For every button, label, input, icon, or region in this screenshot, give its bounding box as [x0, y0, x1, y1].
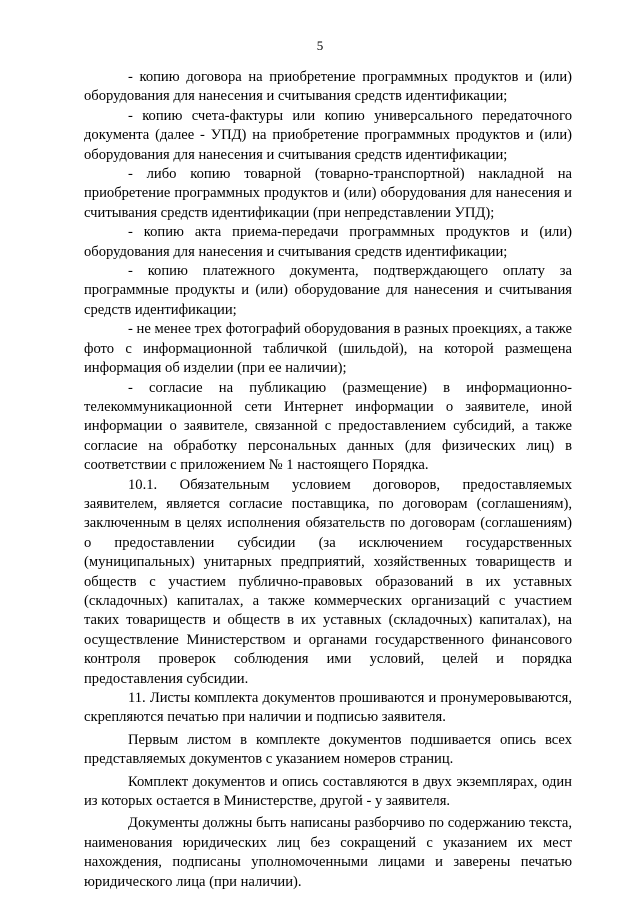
- paragraph-payment-document-copy: - копию платежного документа, подтверждающего оплату за программные продукты и (или) оборудование для нанесения и считывания средств идентификации;: [84, 263, 572, 318]
- paragraph-invoice-copy: - копию счета-фактуры или копию универсального передаточного документа (далее - УПД) на приобретение программных продуктов и (или) оборудования для нанесения и считывания средств идентификации;: [84, 107, 572, 163]
- paragraph-legibility-requirements: Документы должны быть написаны разборчиво по содержанию текста, наименования юридических лиц без сокращений с указанием их мест нахождения, подписаны уполномоченными лицами и заверены печатью юридического лица (при наличии).: [84, 815, 572, 890]
- paragraph-acceptance-act-copy: - копию акта приема-передачи программных продуктов и (или) оборудования для нанесения и считывания средств идентификации;: [84, 224, 572, 260]
- paragraph-two-copies: Комплект документов и опись составляются в двух экземплярах, один из которых остается в Министерстве, другой - у заявителя.: [84, 773, 572, 810]
- page-number: 5: [316, 38, 324, 53]
- paragraph-waybill-copy: - либо копию товарной (товарно-транспортной) накладной на приобретение программных продуктов и (или) оборудования для нанесения и считывания средств идентификации (при непредставлении УПД);: [84, 166, 572, 221]
- paragraph-clause-10-1: 10.1. Обязательным условием договоров, предоставляемых заявителем, является согласие поставщика, по договорам (соглашениям), заключенным в целях исполнения обязательств по договорам (соглашениям) о предоставлении субсидии (за исключением государственных (муниципальных) унитарных предприятий, хозяйственных товариществ и обществ с участием публично-правовых образований в их уставных (складочных) капиталах, а также коммерческих организаций с участием таких товариществ и обществ в их уставных (складочных) капиталах), на осуществление Министерством и органами государственного финансового контроля проверок соблюдения ими условий, целей и порядка предоставления субсидии.: [84, 476, 572, 687]
- document-body: [84, 68, 572, 892]
- paragraph-inventory-first-sheet: Первым листом в комплекте документов подшивается опись всех представляемых документов с указанием номеров страниц.: [84, 731, 572, 768]
- paragraph-publication-consent: - согласие на публикацию (размещение) в информационно-телекоммуникационной сети Интернет информации о заявителе, иной информации о заявителе, связанной с предоставлением субсидий, а также согласие на обработку персональных данных (для физических лиц) в соответствии с приложением № 1 настоящего Порядка.: [84, 379, 572, 474]
- paragraph-clause-11: 11. Листы комплекта документов прошиваются и пронумеровываются, скрепляются печатью при наличии и подписью заявителя.: [84, 690, 572, 726]
- paragraph-equipment-photos: - не менее трех фотографий оборудования в разных проекциях, а также фото с информационной табличкой (шильдой), на которой размещена информация об изделии (при ее наличии);: [84, 321, 572, 377]
- paragraph-contract-copy: - копию договора на приобретение программных продуктов и (или) оборудования для нанесения и считывания средств идентификации;: [84, 69, 572, 105]
